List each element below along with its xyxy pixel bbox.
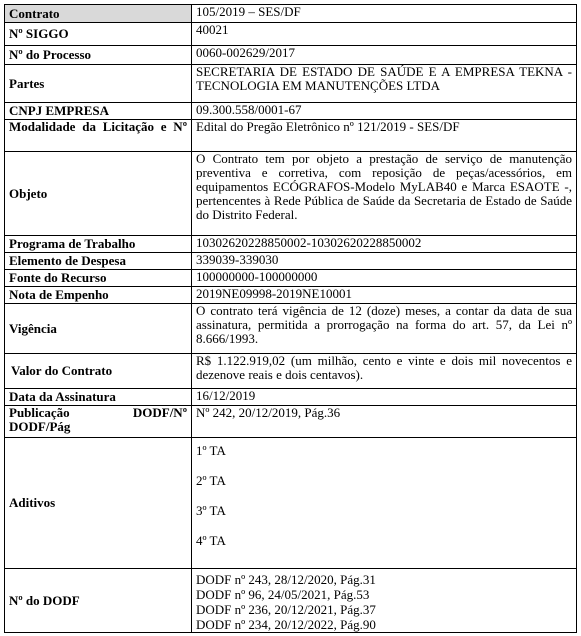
label-modalidade (5, 120, 192, 152)
row-cnpj (5, 103, 577, 120)
label-siggo: Nº SIGGO (5, 23, 192, 46)
value-partes: SECRETARIA DE ESTADO DE SAÚDE E A EMPRESA TEKNA - TECNOLOGIA EM MANUTENÇÕES LTDA (192, 65, 577, 103)
value-processo: 0060-002629/2017 (192, 46, 577, 65)
label-vigencia: Vigência (5, 304, 192, 354)
value-aditivos (192, 438, 577, 569)
row-modalidade (5, 120, 577, 152)
label-partes: Partes (5, 65, 192, 103)
value-programa: 10302620228850002-10302620228850002 (192, 236, 577, 253)
value-valor: R$ 1.122.919,02 (um milhão, cento e vinte e dois mil novecentos e dezenove reais e dois centavos). (192, 354, 577, 389)
aditivo-item: 1º TA (196, 443, 226, 458)
dodf-item: DODF nº 234, 20/12/2022, Pág.90 (196, 617, 376, 632)
row-contrato (5, 5, 577, 23)
value-empenho: 2019NE09998-2019NE10001 (192, 287, 577, 304)
value-fonte: 100000000-100000000 (192, 270, 577, 287)
value-objeto: O Contrato tem por objeto a prestação de serviço de manutenção preventiva e corretiva, com reposição de peças/acessórios, em equipamentos ECÓGRAFOS-Modelo MyLAB40 e Marca ESAOTE -, pertencentes à Rede Pública de Saúde da Secretaria de Estado de Saúde do Distrito Federal. (192, 152, 577, 236)
value-elemento: 339039-339030 (192, 253, 577, 270)
value-assinatura: 16/12/2019 (192, 389, 577, 406)
row-valor (5, 354, 577, 389)
value-siggo: 40021 (192, 23, 577, 46)
label-fonte: Fonte do Recurso (5, 270, 192, 287)
label-publicacao-line1: Publicação DODF/Nº (9, 405, 187, 420)
label-aditivos: Aditivos (5, 438, 192, 569)
aditivo-item: 2º TA (196, 473, 226, 488)
label-publicacao-line2: DODF/Pág (9, 419, 71, 434)
label-processo: Nº do Processo (5, 46, 192, 65)
label-modalidade-text: Modalidade da Licitação e Nº (9, 119, 187, 134)
value-dodf (192, 569, 577, 633)
dodf-item: DODF nº 236, 20/12/2021, Pág.37 (196, 602, 376, 617)
label-valor: Valor do Contrato (5, 354, 192, 389)
row-aditivos (5, 438, 577, 569)
label-elemento: Elemento de Despesa (5, 253, 192, 270)
label-objeto: Objeto (5, 152, 192, 236)
label-publicacao (5, 406, 192, 438)
value-publicacao: Nº 242, 20/12/2019, Pág.36 (192, 406, 577, 438)
label-dodf: Nº do DODF (5, 569, 192, 633)
row-objeto (5, 152, 577, 236)
label-empenho: Nota de Empenho (5, 287, 192, 304)
row-partes (5, 65, 577, 103)
row-programa (5, 236, 577, 253)
label-programa: Programa de Trabalho (5, 236, 192, 253)
row-processo (5, 46, 577, 65)
dodf-item: DODF nº 96, 24/05/2021, Pág.53 (196, 587, 370, 602)
aditivo-item: 3º TA (196, 503, 226, 518)
row-fonte (5, 270, 577, 287)
row-empenho (5, 287, 577, 304)
row-siggo (5, 23, 577, 46)
value-vigencia: O contrato terá vigência de 12 (doze) meses, a contar da data de sua assinatura, permitida a prorrogação na forma do art. 57, da Lei nº 8.666/1993. (192, 304, 577, 354)
row-dodf (5, 569, 577, 633)
label-contrato: Contrato (5, 5, 192, 23)
contract-table (4, 4, 577, 633)
row-assinatura (5, 389, 577, 406)
aditivo-item: 4º TA (196, 533, 226, 548)
row-publicacao (5, 406, 577, 438)
value-modalidade: Edital do Pregão Eletrônico nº 121/2019 - SES/DF (192, 120, 577, 152)
label-assinatura: Data da Assinatura (5, 389, 192, 406)
value-cnpj: 09.300.558/0001-67 (192, 103, 577, 120)
row-vigencia (5, 304, 577, 354)
value-contrato: 105/2019 – SES/DF (192, 5, 577, 23)
label-cnpj: CNPJ EMPRESA (5, 103, 192, 120)
row-elemento (5, 253, 577, 270)
dodf-item: DODF nº 243, 28/12/2020, Pág.31 (196, 572, 376, 587)
